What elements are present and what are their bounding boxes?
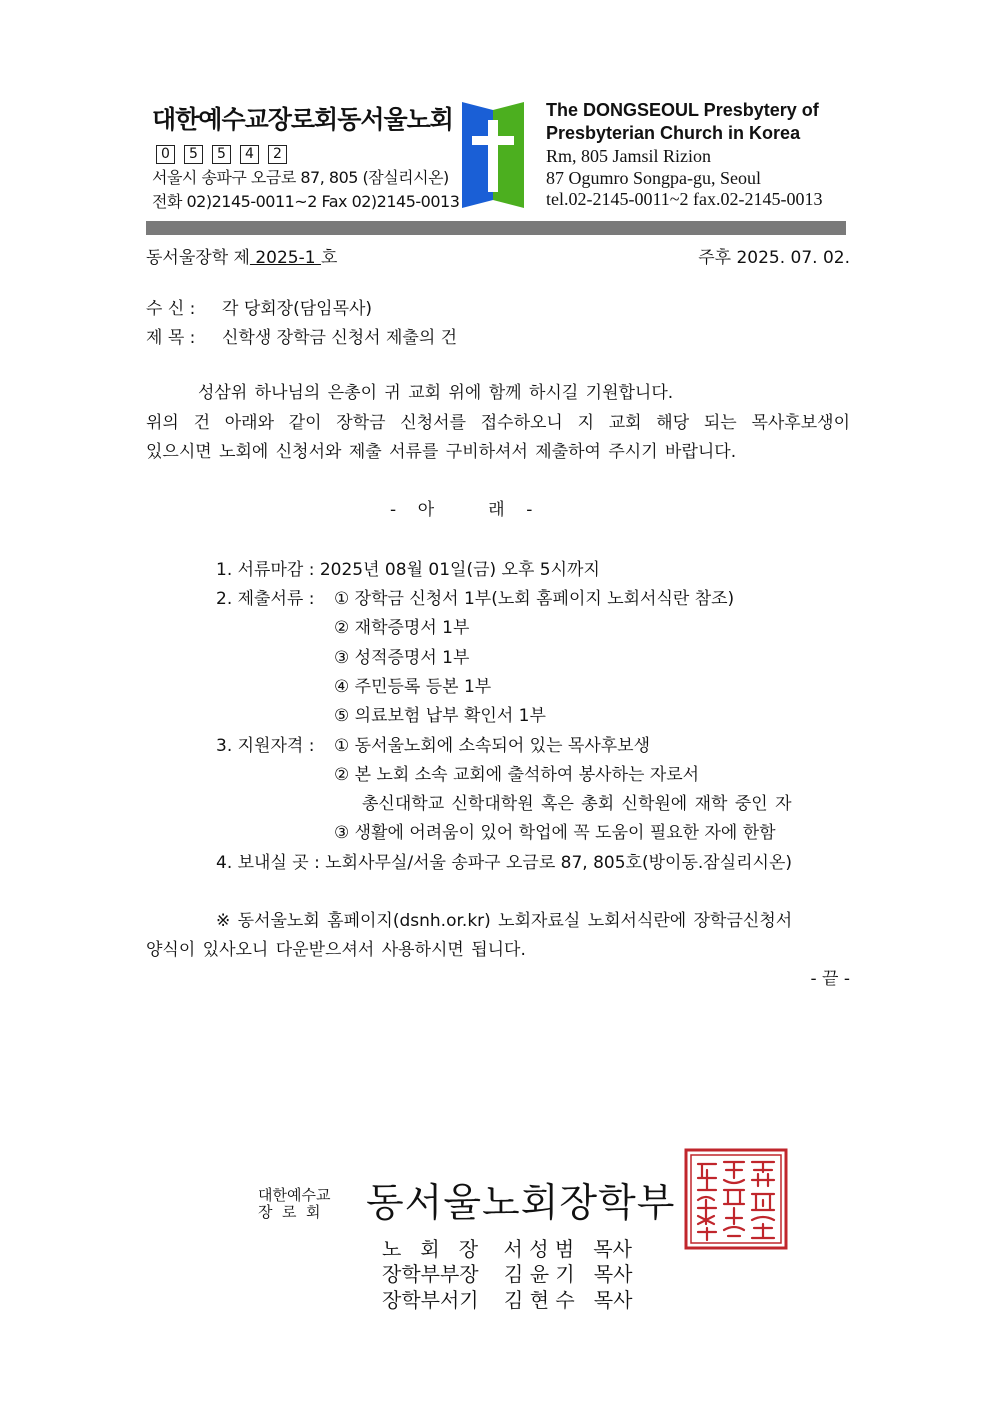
header-divider bbox=[146, 221, 846, 235]
presbytery-name-english-1: The DONGSEOUL Presbytery of bbox=[546, 100, 819, 120]
note-line-1: ※ 동서울노회 홈페이지(dsnh.or.kr) 노회자료실 노회서식란에 장학금신청서 bbox=[216, 911, 793, 931]
presbytery-name-korean: 대한예수교장로회동서울노회 bbox=[152, 105, 453, 134]
document-number bbox=[146, 243, 337, 268]
item-eligibility-3: ③ 생활에 어려움이 있어 학업에 꼭 도움이 필요한 자에 한함 bbox=[334, 823, 776, 843]
below-heading: - 아 래 - bbox=[390, 500, 533, 520]
address-english-1: Rm, 805 Jamsil Rizion bbox=[546, 146, 712, 166]
item-documents-5: ⑤ 의료보험 납부 확인서 1부 bbox=[334, 706, 546, 726]
body-line-2: 있으시면 노회에 신청서와 제출 서류를 구비하셔서 제출하여 주시기 바랍니다. bbox=[146, 442, 737, 462]
footer-denomination-1: 대한예수교 bbox=[258, 1186, 331, 1204]
zip-code bbox=[156, 145, 287, 164]
zip-digit: 0 bbox=[156, 145, 175, 164]
address-english-2: 87 Ogumro Songpa-gu, Seoul bbox=[546, 168, 761, 188]
subject: 신학생 장학금 신청서 제출의 건 bbox=[222, 328, 458, 348]
phone-english: tel.02-2145-0011~2 fax.02-2145-0013 bbox=[546, 189, 823, 209]
footer-denomination-2: 장 로 회 bbox=[258, 1203, 321, 1221]
official-seal-icon bbox=[684, 1148, 788, 1250]
body-line-1: 위의 건 아래와 같이 장학금 신청서를 접수하오니 지 교회 해당 되는 목사후보생이 bbox=[146, 413, 850, 433]
address-korean: 서울시 송파구 오금로 87, 805 (잠실리시온) bbox=[152, 168, 449, 187]
zip-digit: 5 bbox=[212, 145, 231, 164]
end-mark: - 끝 - bbox=[810, 969, 850, 989]
note-line-2: 양식이 있사오니 다운받으셔서 사용하시면 됩니다. bbox=[146, 940, 526, 960]
recipient: 각 당회장(담임목사) bbox=[222, 299, 373, 319]
signature-line-2: 장학부부장 김 윤 기 목사 bbox=[382, 1262, 633, 1286]
zip-digit: 4 bbox=[240, 145, 259, 164]
item-eligibility-2: ② 본 노회 소속 교회에 출석하여 봉사하는 자로서 bbox=[334, 765, 700, 785]
signature-line-3: 장학부서기 김 현 수 목사 bbox=[382, 1288, 633, 1312]
item-documents-3: ③ 성적증명서 1부 bbox=[334, 648, 470, 668]
item-send-to: 4. 보내실 곳 : 노회사무실/서울 송파구 오금로 87, 805호(방이동.잠실리시온) bbox=[216, 853, 793, 873]
footer-organization: 동서울노회장학부 bbox=[366, 1181, 676, 1226]
zip-digit: 5 bbox=[184, 145, 203, 164]
presbytery-name-english-2: Presbyterian Church in Korea bbox=[546, 123, 801, 143]
item-eligibility-1: ① 동서울노회에 소속되어 있는 목사후보생 bbox=[334, 736, 651, 756]
item-eligibility-label: 3. 지원자격 : bbox=[216, 736, 315, 756]
subject-label: 제 목 : bbox=[146, 328, 196, 348]
signature-line-1: 노 회 장 서 성 범 목사 bbox=[382, 1237, 632, 1261]
zip-digit: 2 bbox=[268, 145, 287, 164]
item-documents-label: 2. 제출서류 : bbox=[216, 589, 315, 609]
item-eligibility-2-continued: 총신대학교 신학대학원 혹은 총회 신학원에 재학 중인 자 bbox=[362, 794, 792, 814]
document-number-prefix: 동서울장학 제 bbox=[146, 248, 250, 268]
document-date: 주후 2025. 07. 02. bbox=[698, 248, 850, 268]
item-documents-1: ① 장학금 신청서 1부(노회 홈페이지 노회서식란 참조) bbox=[334, 589, 735, 609]
church-cross-logo-icon bbox=[462, 102, 524, 208]
item-documents-2: ② 재학증명서 1부 bbox=[334, 618, 470, 638]
item-deadline: 1. 서류마감 : 2025년 08월 01일(금) 오후 5시까지 bbox=[216, 560, 600, 580]
phone-korean: 전화 02)2145-0011~2 Fax 02)2145-0013 bbox=[152, 192, 460, 211]
item-documents-4: ④ 주민등록 등본 1부 bbox=[334, 677, 492, 697]
document-number-suffix: 호 bbox=[320, 248, 338, 268]
recipient-label: 수 신 : bbox=[146, 299, 196, 319]
document-number-value: 2025-1 bbox=[249, 248, 321, 268]
greeting: 성삼위 하나님의 은총이 귀 교회 위에 함께 하시길 기원합니다. bbox=[198, 383, 674, 403]
